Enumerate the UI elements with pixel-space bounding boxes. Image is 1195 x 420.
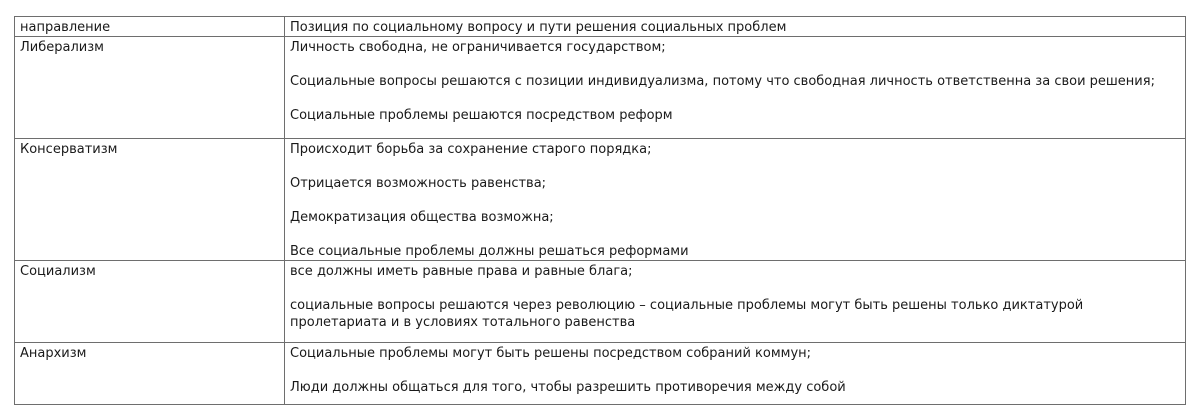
point-text: социальные вопросы решаются через революцию – социальные проблемы могут быть решены только диктатурой пролетариата и в условиях тотального равенства <box>290 298 1084 330</box>
point-text: все должны иметь равные права и равные блага; <box>290 264 633 279</box>
point-text: Социальные проблемы могут быть решены посредством собраний коммун; <box>290 346 812 361</box>
point-text: Все социальные проблемы должны решаться реформами <box>290 244 689 259</box>
table-row-anarchism <box>15 343 1186 405</box>
header-direction: направление <box>15 17 285 37</box>
point-text: Социальные вопросы решаются с позиции индивидуализма, потому что свободная личность ответственна за свои решения; <box>290 74 1155 89</box>
table-row-conservatism <box>15 139 1186 261</box>
row-name: Анархизм <box>15 343 285 405</box>
point-text: Происходит борьба за сохранение старого порядка; <box>290 142 652 157</box>
point-text: Люди должны общаться для того, чтобы разрешить противоречия между собой <box>290 380 846 395</box>
row-points <box>285 139 1186 261</box>
row-points <box>285 37 1186 139</box>
row-points <box>285 261 1186 343</box>
row-name: Консерватизм <box>15 139 285 261</box>
point-text: Отрицается возможность равенства; <box>290 176 547 191</box>
ideologies-table <box>14 16 1186 405</box>
table-header-row <box>15 17 1186 37</box>
table-row-liberalism <box>15 37 1186 139</box>
row-name: Либерализм <box>15 37 285 139</box>
point-text: Демократизация общества возможна; <box>290 210 554 225</box>
point-text: Личность свободна, не ограничивается государством; <box>290 40 666 55</box>
table-row-socialism <box>15 261 1186 343</box>
row-points <box>285 343 1186 405</box>
point-text: Социальные проблемы решаются посредством реформ <box>290 108 673 123</box>
header-position: Позиция по социальному вопросу и пути решения социальных проблем <box>285 17 1186 37</box>
row-name: Социализм <box>15 261 285 343</box>
